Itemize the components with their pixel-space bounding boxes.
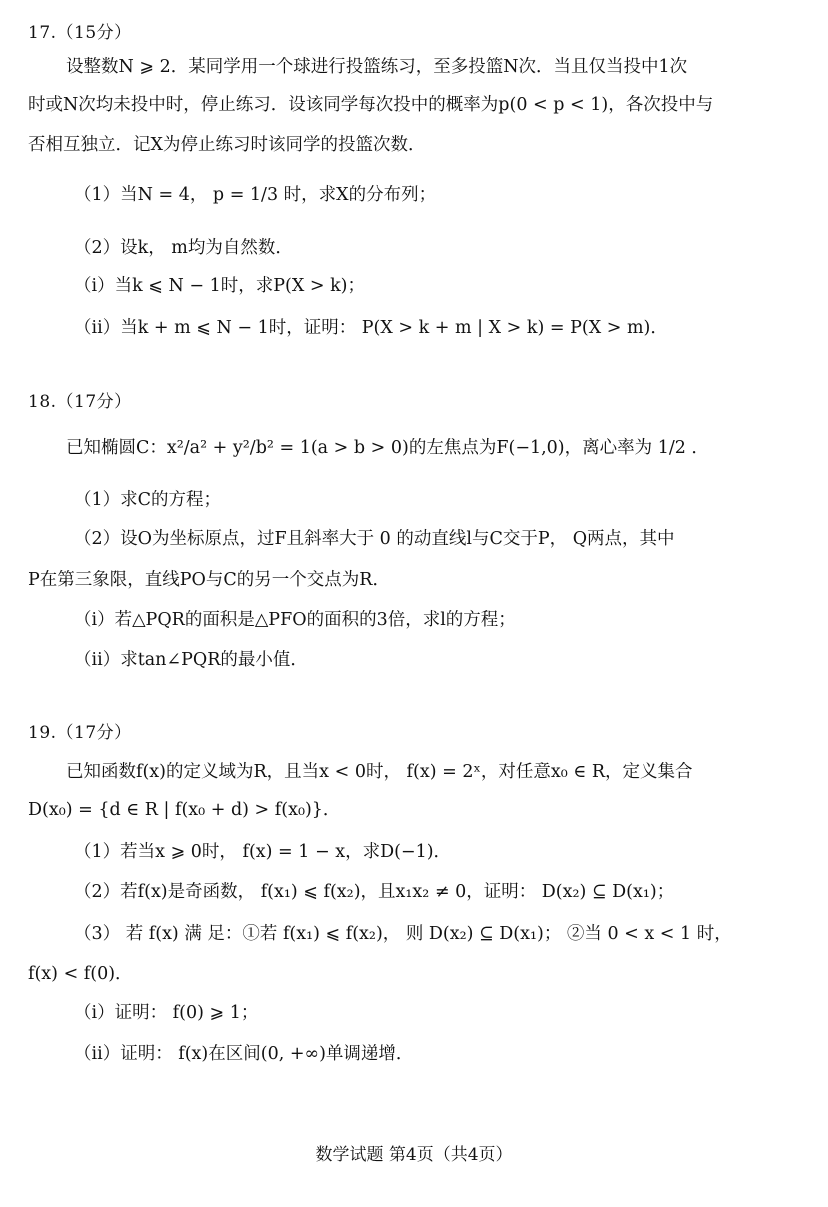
q19-part-3-i: （i）证明： f(0) ⩾ 1；: [74, 1003, 259, 1023]
q17-part-2: （2）设k， m均为自然数．: [74, 238, 293, 258]
q19-part-2: （2）若f(x)是奇函数， f(x₁) ⩽ f(x₂)，且x₁x₂ ≠ 0，证明： D(x₂) ⊆ D(x₁)；: [74, 882, 675, 902]
q18-line-1: 已知椭圆C：x²/a² + y²/b² = 1(a > b > 0)的左焦点为F(−1,0)，离心率为 1/2 ．: [66, 438, 709, 458]
q18-part-2-cont: P在第三象限，直线PO与C的另一个交点为R．: [28, 570, 390, 590]
q17-part-1: （1）当N = 4， p = 1/3 时，求X的分布列；: [74, 185, 437, 205]
q17-part-2-ii: （ii）当k + m ⩽ N − 1时，证明： P(X > k + m | X > k) = P(X > m)．: [74, 318, 668, 338]
q19-part-3-cont: f(x) < f(0)．: [28, 964, 133, 984]
q19-part-3-ii: （ii）证明： f(x)在区间(0, +∞)单调递增．: [74, 1044, 414, 1064]
q18-part-2-i: （i）若△PQR的面积是△PFO的面积的3倍，求l的方程；: [74, 610, 516, 630]
q17-line-3: 否相互独立．记X为停止练习时该同学的投篮次数．: [28, 135, 426, 155]
question-17-heading: 17.（15分）: [28, 23, 132, 43]
q17-part-2-i: （i）当k ⩽ N − 1时，求P(X > k)；: [74, 276, 366, 296]
q19-part-3: （3） 若 f(x) 满 足：①若 f(x₁) ⩽ f(x₂)， 则 D(x₂) ⊆ D(x₁)； ②当 0 < x < 1 时，: [74, 924, 732, 944]
q18-part-2-ii: （ii）求tan∠PQR的最小值．: [74, 650, 308, 670]
q18-part-2: （2）设O为坐标原点，过F且斜率大于 0 的动直线l与C交于P， Q两点，其中: [74, 529, 675, 549]
q17-line-1: 设整数N ⩾ 2．某同学用一个球进行投篮练习，至多投篮N次．当且仅当投中1次: [66, 57, 688, 77]
q17-line-2: 时或N次均未投中时，停止练习．设该同学每次投中的概率为p(0 < p < 1)，各次投中与: [28, 95, 714, 115]
q18-part-1: （1）求C的方程；: [74, 490, 222, 510]
question-19-heading: 19.（17分）: [28, 723, 132, 743]
q19-line-2: D(x₀) = {d ∈ R | f(x₀ + d) > f(x₀)}．: [28, 800, 341, 820]
q19-part-1: （1）若当x ⩾ 0时， f(x) = 1 − x，求D(−1)．: [74, 842, 452, 862]
page-footer: 数学试题 第4页（共4页）: [315, 1145, 513, 1165]
q19-line-1: 已知函数f(x)的定义域为R，且当x < 0时， f(x) = 2ˣ，对任意x₀ ∈ R，定义集合: [66, 762, 693, 782]
question-18-heading: 18.（17分）: [28, 392, 132, 412]
